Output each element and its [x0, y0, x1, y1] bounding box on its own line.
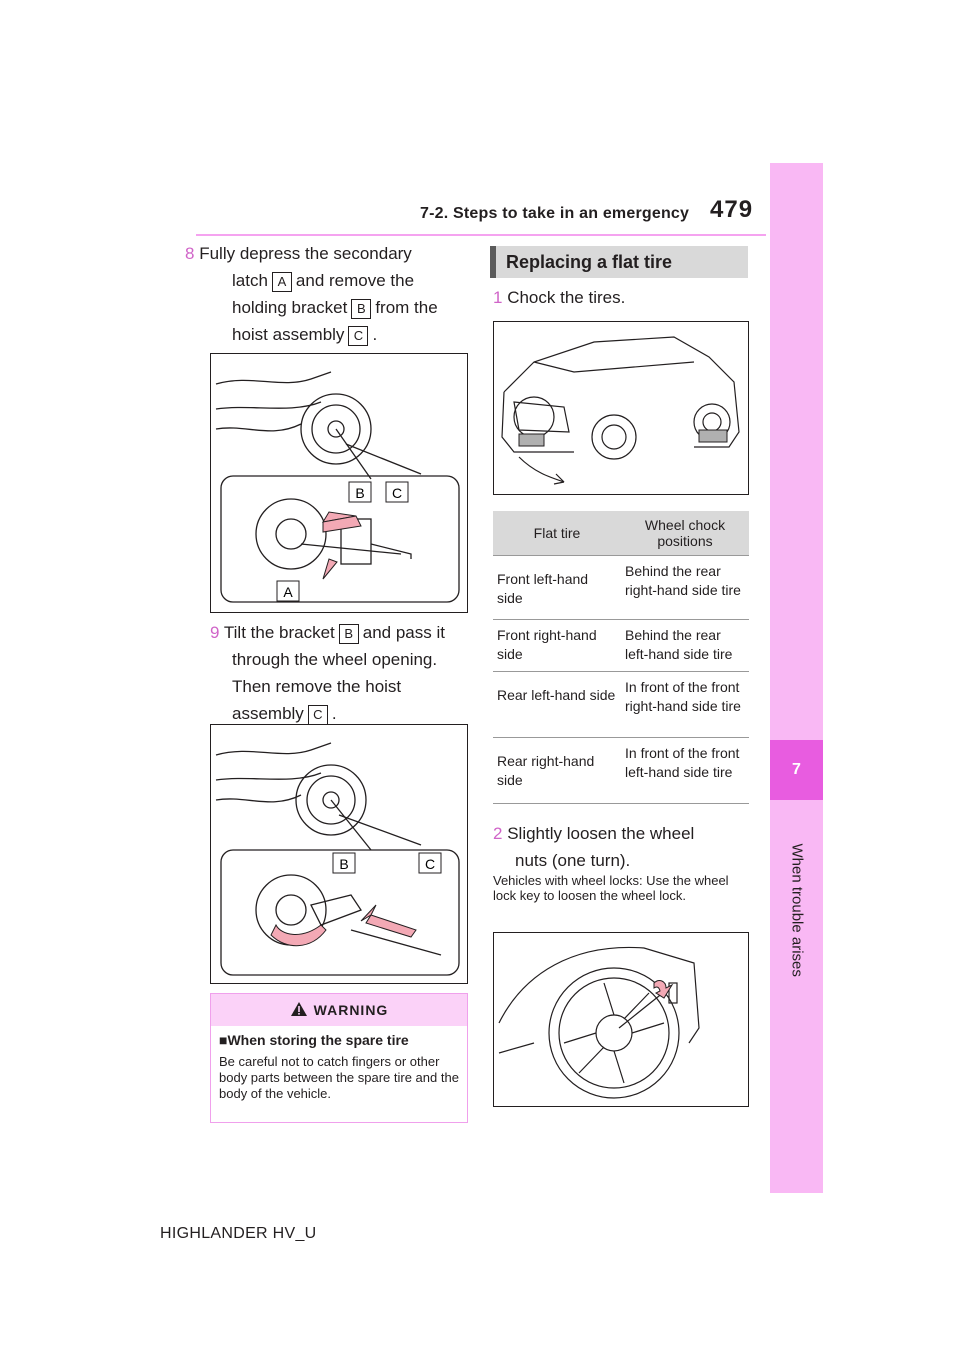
chapter-label: When trouble arises: [788, 843, 806, 977]
figure-remove-hoist: [210, 724, 468, 984]
figure-hoist-bracket: [210, 353, 468, 613]
warning-header: [211, 994, 467, 1026]
step-number: 9: [210, 623, 220, 642]
fig1-label-c: C: [391, 485, 403, 501]
step-text: Fully depress the secondary: [199, 244, 412, 263]
illustration-spare-tire-hoist: [211, 354, 467, 612]
chapter-side-tab: [770, 163, 823, 1193]
step-text: and pass it: [362, 623, 445, 642]
table-row: [493, 620, 749, 672]
chapter-number: 7: [770, 740, 823, 800]
step-number: 8: [185, 244, 195, 263]
label-c-box: C: [348, 326, 368, 346]
illustration-wheel-wrench: [494, 933, 748, 1106]
table-header: Wheel chock positions: [621, 511, 749, 556]
illustration-bracket-through-wheel: [211, 725, 467, 983]
table-cell: Behind the rear left-hand side tire: [621, 620, 749, 672]
step-text: from the: [375, 298, 438, 317]
step-text: .: [331, 704, 337, 723]
table-header: Flat tire: [493, 511, 621, 556]
step-text: Then remove the hoist: [232, 677, 402, 696]
table-cell: Rear right-hand side: [493, 738, 621, 804]
figure-chocked-suv: [493, 321, 749, 495]
step-text: and remove the: [295, 271, 415, 290]
step-text: nuts (one turn).: [515, 851, 631, 870]
step-8: [185, 240, 475, 348]
table-row: [493, 672, 749, 738]
step-text: Chock the tires.: [507, 288, 626, 307]
step-text: .: [372, 325, 378, 344]
step-text: through the wheel opening.: [232, 650, 438, 669]
step-number: 2: [493, 824, 503, 843]
page-number: 479: [710, 196, 754, 223]
step-text: Tilt the bracket: [223, 623, 335, 642]
step-text: hoist assembly: [232, 325, 345, 344]
table-cell: In front of the front left-hand side tire: [621, 738, 749, 804]
table-row: [493, 556, 749, 620]
wheel-lock-note: Vehicles with wheel locks: Use the wheel lock key to loosen the wheel lock.: [493, 873, 729, 903]
warning-box: [210, 993, 468, 1123]
table-cell: Behind the rear right-hand side tire: [621, 556, 749, 620]
label-b-box: B: [339, 624, 359, 644]
section-header: 7-2. Steps to take in an emergency: [420, 205, 690, 222]
footer-model: HIGHLANDER HV_U: [160, 1225, 317, 1242]
header-divider: [196, 234, 766, 236]
warning-subtitle: ■When storing the spare tire: [219, 1032, 409, 1048]
step-number: 1: [493, 288, 503, 307]
fig2-label-b: B: [339, 856, 349, 872]
fig2-label-c: C: [424, 856, 436, 872]
table-row: [493, 738, 749, 804]
step-text: latch: [232, 271, 268, 290]
table-cell: Rear left-hand side: [493, 672, 621, 738]
label-c-box: C: [308, 705, 328, 725]
fig1-label-b: B: [355, 485, 365, 501]
warning-triangle-icon: [290, 1001, 308, 1017]
section-title: Replacing a flat tire: [490, 246, 748, 278]
fig1-label-a: A: [283, 584, 293, 600]
illustration-suv-chocks: [494, 322, 748, 494]
step-1: [493, 284, 625, 311]
wheel-chock-table: [493, 511, 749, 804]
step-text: holding bracket: [232, 298, 348, 317]
table-cell: In front of the front right-hand side tire: [621, 672, 749, 738]
warning-text: Be careful not to catch fingers or other body parts between the spare tire and the body of the vehicle.: [219, 1054, 459, 1101]
step-9: [210, 619, 480, 727]
label-b-box: B: [351, 299, 371, 319]
label-a-box: A: [272, 272, 292, 292]
table-cell: Front right-hand side: [493, 620, 621, 672]
wheel-chock-table-wrap: [493, 511, 749, 804]
figure-loosen-nuts: [493, 932, 749, 1107]
warning-title: WARNING: [313, 1002, 389, 1018]
step-text: Slightly loosen the wheel: [507, 824, 695, 843]
step-2: [493, 820, 753, 874]
table-cell: Front left-hand side: [493, 556, 621, 620]
step-text: assembly: [232, 704, 304, 723]
